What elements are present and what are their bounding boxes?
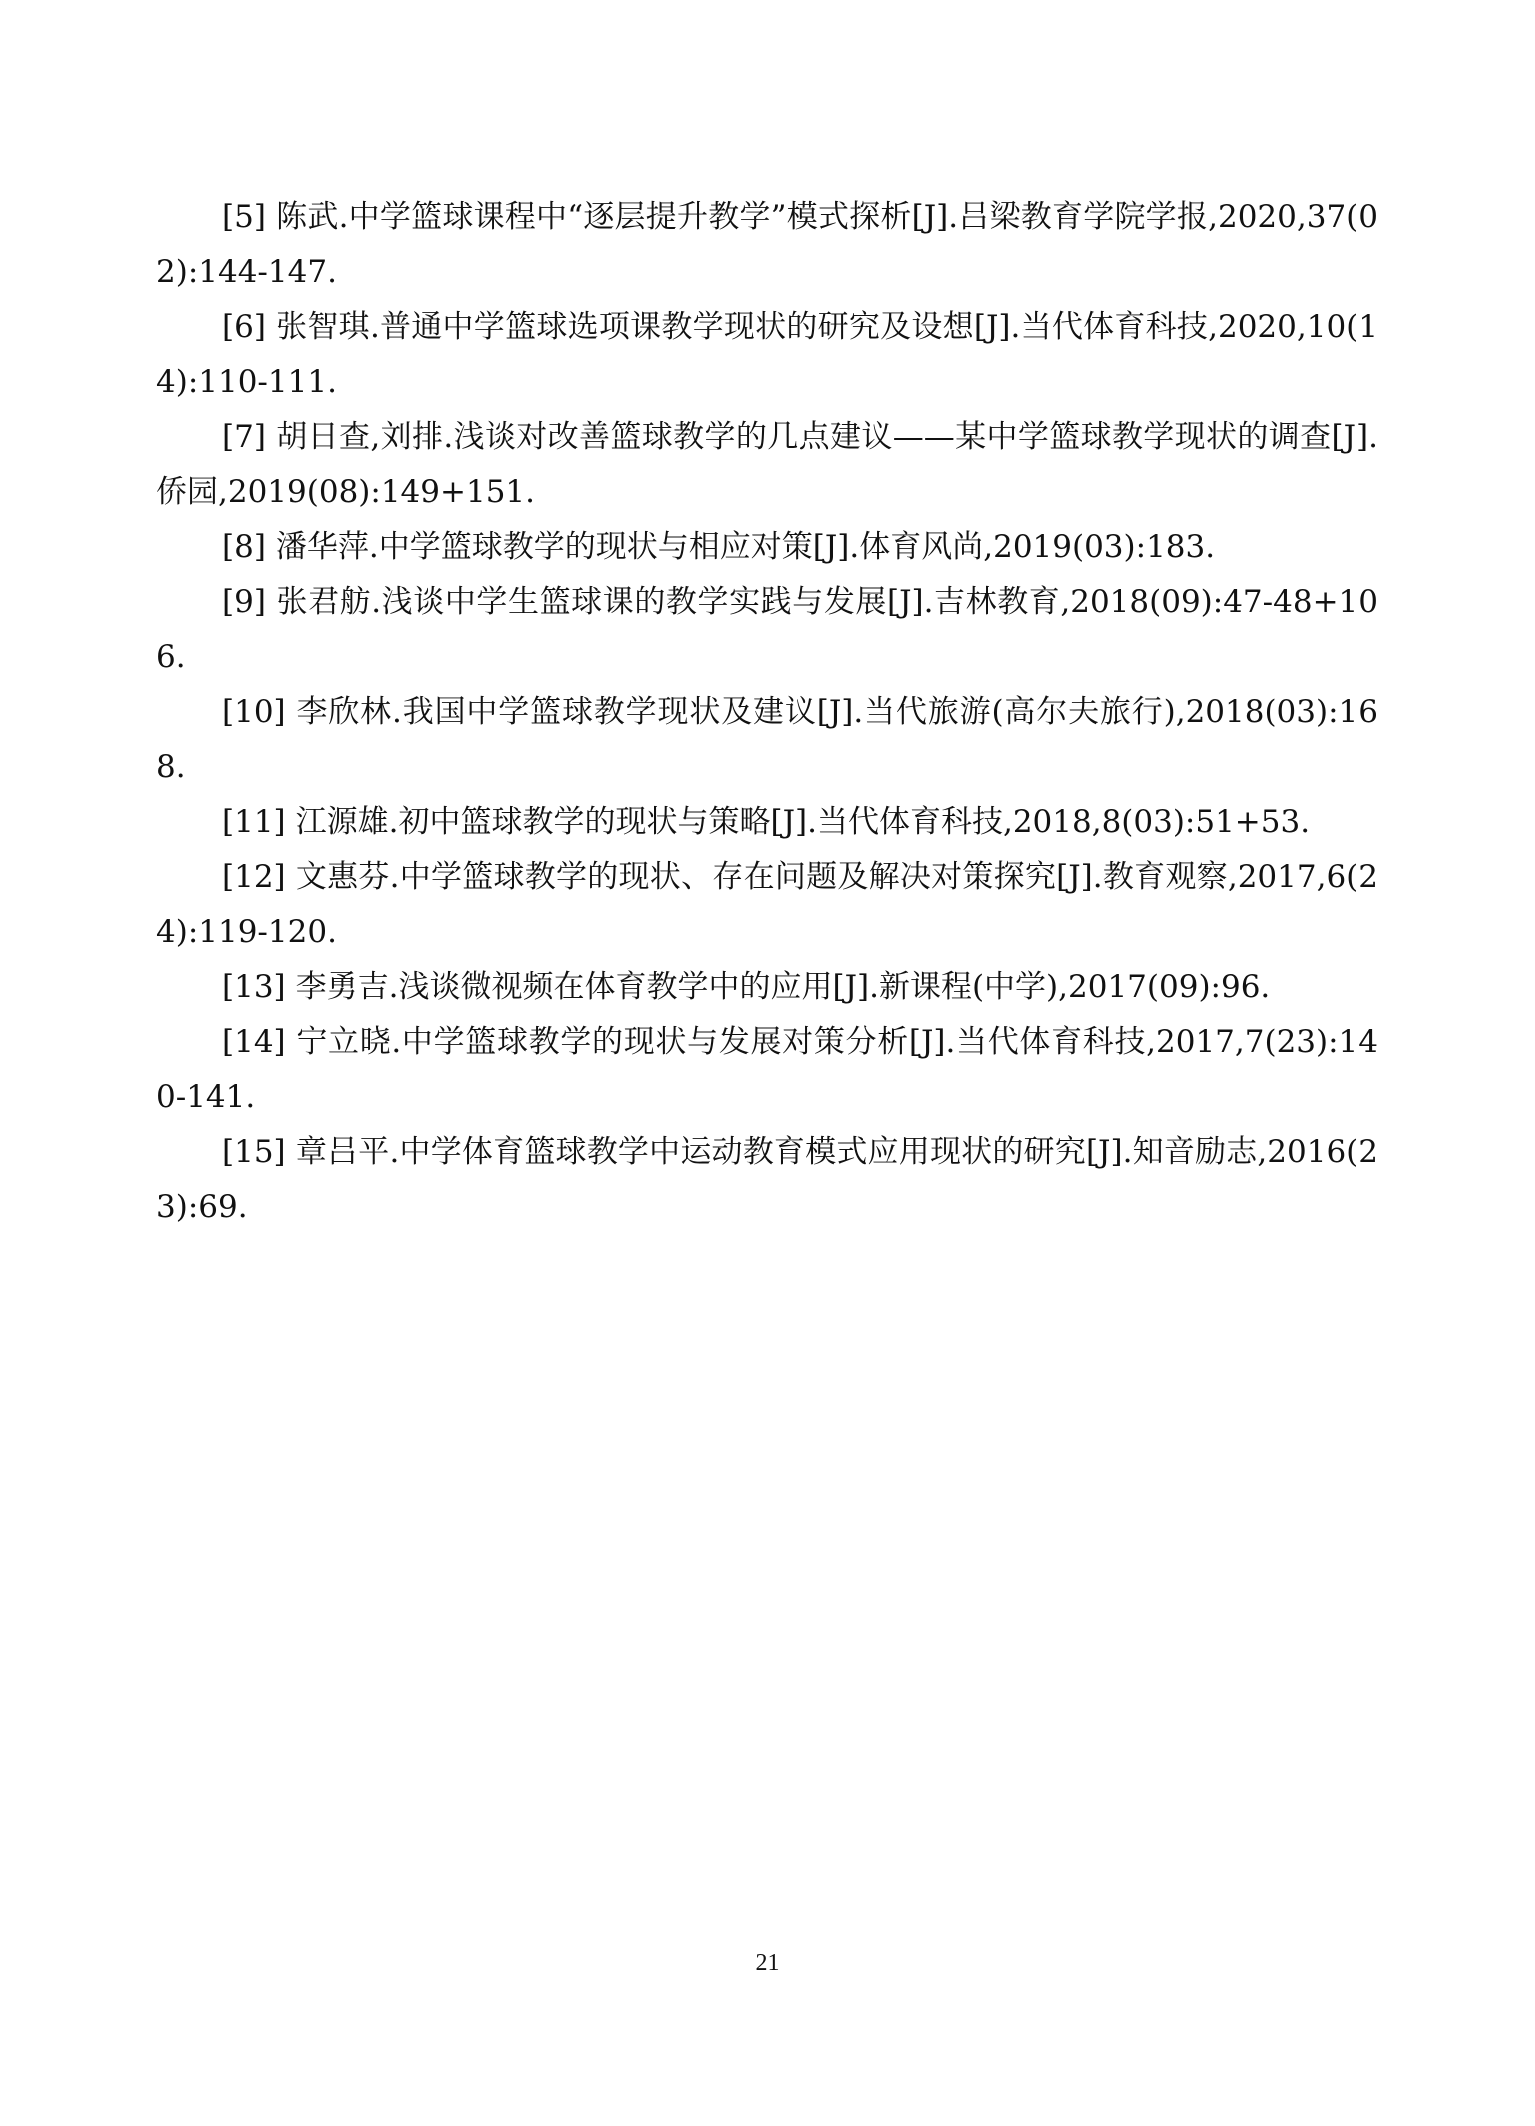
reference-text: 宁立晓.中学篮球教学的现状与发展对策分析[J].当代体育科技,2017,7(23):140-141. (156, 1024, 1378, 1115)
reference-item (156, 410, 1378, 520)
reference-item (156, 1015, 1378, 1125)
reference-text: 张君舫.浅谈中学生篮球课的教学实践与发展[J].吉林教育,2018(09):47-48+106. (156, 584, 1378, 675)
reference-item (156, 795, 1378, 850)
reference-number: [15] (222, 1134, 286, 1170)
reference-text: 潘华萍.中学篮球教学的现状与相应对策[J].体育风尚,2019(03):183. (275, 529, 1216, 565)
reference-item (156, 960, 1378, 1015)
reference-text: 李欣林.我国中学篮球教学现状及建议[J].当代旅游(高尔夫旅行),2018(03):168. (156, 694, 1378, 785)
reference-item (156, 300, 1378, 410)
reference-number: [7] (222, 419, 266, 455)
reference-number: [5] (222, 199, 266, 235)
reference-item (156, 520, 1378, 575)
reference-number: [13] (222, 969, 286, 1005)
reference-item (156, 575, 1378, 685)
reference-item (156, 190, 1378, 300)
reference-number: [14] (222, 1024, 286, 1060)
reference-number: [12] (222, 859, 286, 895)
reference-number: [9] (222, 584, 266, 620)
reference-text: 江源雄.初中篮球教学的现状与策略[J].当代体育科技,2018,8(03):51+53. (295, 804, 1311, 840)
reference-number: [11] (222, 804, 286, 840)
reference-text: 张智琪.普通中学篮球选项课教学现状的研究及设想[J].当代体育科技,2020,10(14):110-111. (156, 309, 1378, 400)
reference-list (156, 190, 1378, 1235)
reference-text: 胡日查,刘排.浅谈对改善篮球教学的几点建议——某中学篮球教学现状的调查[J].侨园,2019(08):149+151. (156, 419, 1378, 510)
reference-text: 陈武.中学篮球课程中“逐层提升教学”模式探析[J].吕梁教育学院学报,2020,37(02):144-147. (156, 199, 1378, 290)
reference-number: [8] (222, 529, 266, 565)
reference-number: [6] (222, 309, 266, 345)
page-number: 21 (755, 1950, 780, 1976)
reference-text: 章吕平.中学体育篮球教学中运动教育模式应用现状的研究[J].知音励志,2016(23):69. (156, 1134, 1378, 1225)
reference-item (156, 850, 1378, 960)
reference-number: [10] (222, 694, 286, 730)
reference-text: 李勇吉.浅谈微视频在体育教学中的应用[J].新课程(中学),2017(09):96. (295, 969, 1271, 1005)
reference-text: 文惠芬.中学篮球教学的现状、存在问题及解决对策探究[J].教育观察,2017,6(24):119-120. (156, 859, 1378, 950)
reference-item (156, 1125, 1378, 1235)
reference-item (156, 685, 1378, 795)
